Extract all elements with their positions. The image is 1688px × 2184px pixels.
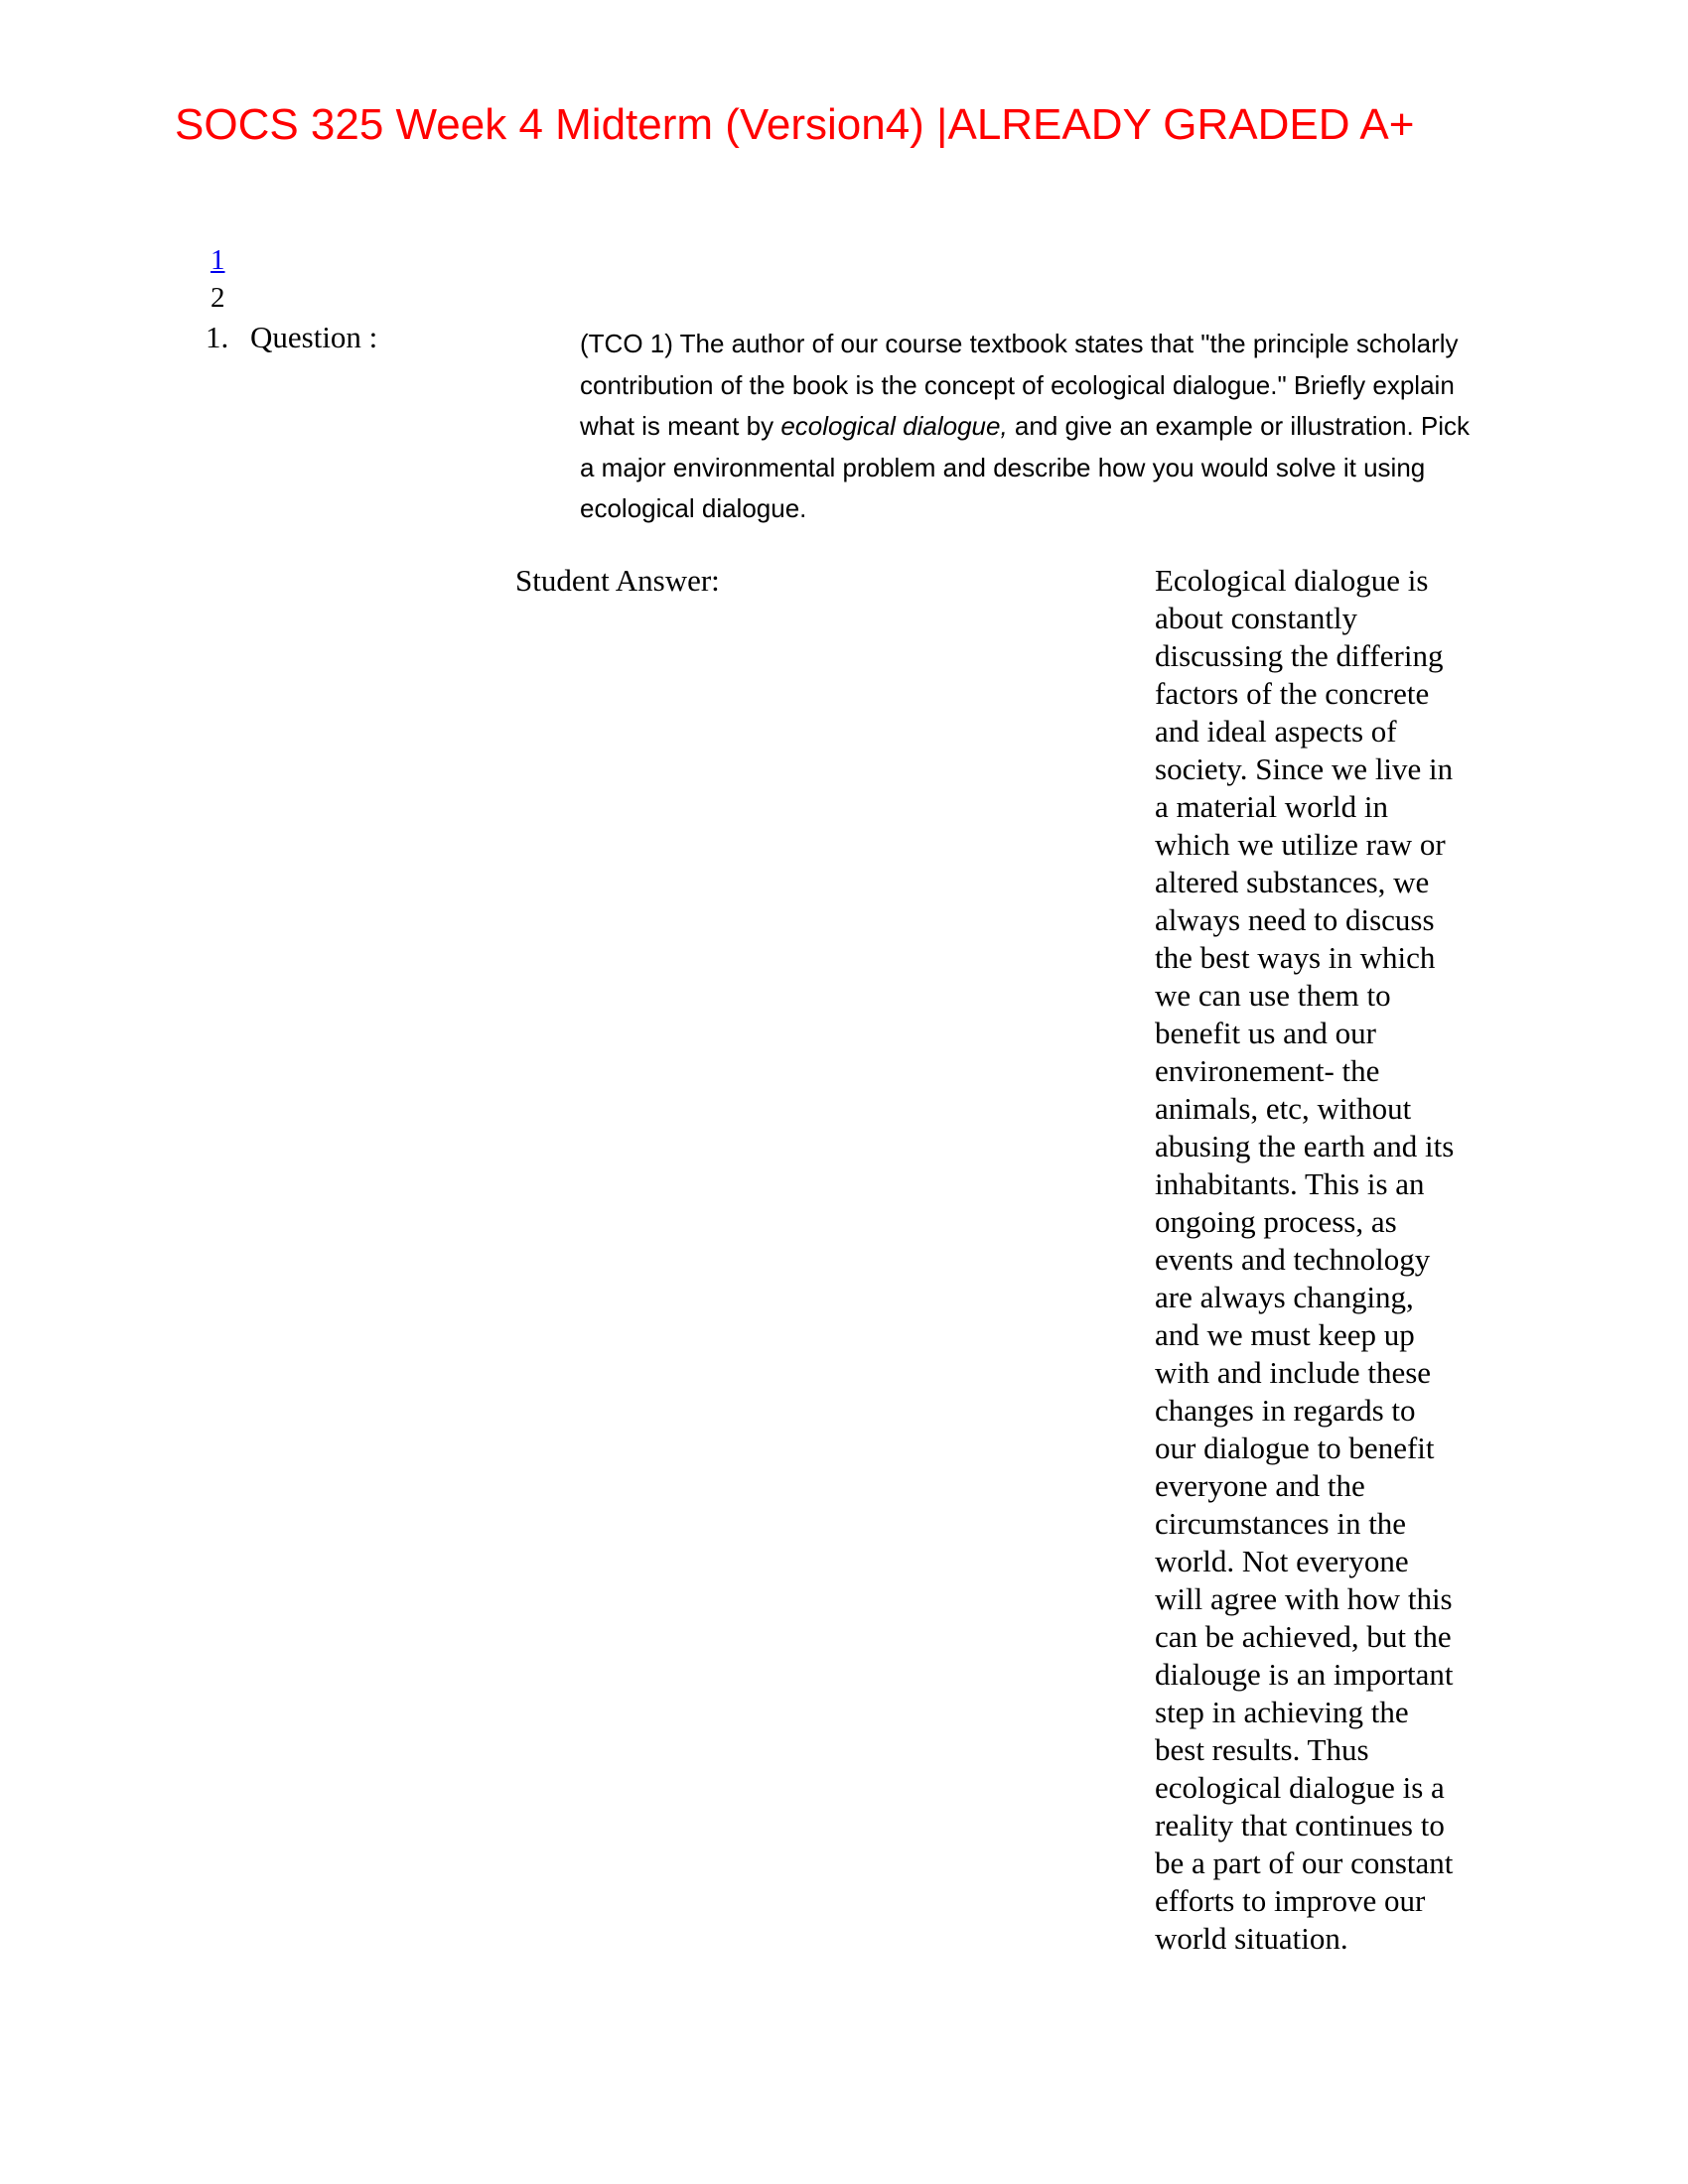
answer-line: a material world in <box>1155 789 1388 824</box>
answer-line: changes in regards to <box>1155 1393 1416 1428</box>
answer-line: and we must keep up <box>1155 1317 1415 1352</box>
answer-line: will agree with how this <box>1155 1581 1453 1616</box>
question-label: Question : <box>250 320 378 354</box>
question-number: 1. <box>206 320 229 354</box>
answer-line: events and technology <box>1155 1242 1431 1277</box>
answer-line: can be achieved, but the <box>1155 1619 1452 1654</box>
answer-line: with and include these <box>1155 1355 1432 1390</box>
answer-line: ecological dialogue is a <box>1155 1770 1445 1805</box>
question-text-italic: ecological dialogue, <box>780 411 1008 441</box>
answer-line: efforts to improve our <box>1155 1883 1426 1918</box>
answer-line: reality that continues to <box>1155 1808 1445 1843</box>
question-text-part2: and give an example or illustration. Pick a major environmental problem and describe how you would solve it using ecological dialogue. <box>580 411 1471 523</box>
answer-line: society. Since we live in <box>1155 751 1454 786</box>
answer-line: animals, etc, without <box>1155 1091 1412 1126</box>
question-text <box>580 324 1474 530</box>
answer-line: Ecological dialogue is <box>1155 563 1429 598</box>
answer-line: step in achieving the <box>1155 1695 1409 1729</box>
answer-line: are always changing, <box>1155 1280 1414 1314</box>
answer-line: benefit us and our <box>1155 1016 1376 1050</box>
answer-line: dialouge is an important <box>1155 1657 1454 1692</box>
answer-line: which we utilize raw or <box>1155 827 1446 862</box>
answer-line: world situation. <box>1155 1921 1348 1956</box>
answer-line: we can use them to <box>1155 978 1391 1013</box>
page-navigation <box>211 241 225 317</box>
answer-line: circumstances in the <box>1155 1506 1407 1541</box>
answer-line: always need to discuss <box>1155 902 1435 937</box>
answer-line: world. Not everyone <box>1155 1544 1409 1578</box>
answer-line: factors of the concrete <box>1155 676 1430 711</box>
answer-line: discussing the differing <box>1155 638 1444 673</box>
current-page-number: 2 <box>211 282 225 314</box>
answer-line: be a part of our constant <box>1155 1845 1454 1880</box>
answer-line: altered substances, we <box>1155 865 1430 899</box>
answer-line: our dialogue to benefit <box>1155 1431 1435 1465</box>
answer-line: abusing the earth and its <box>1155 1129 1455 1163</box>
student-answer-text <box>1155 562 1497 1958</box>
answer-line: about constantly <box>1155 601 1358 635</box>
answer-line: inhabitants. This is an <box>1155 1166 1425 1201</box>
student-answer-label: Student Answer: <box>515 563 720 598</box>
document-title: SOCS 325 Week 4 Midterm (Version4) |ALREADY GRADED A+ <box>175 100 1415 149</box>
answer-line: environement- the <box>1155 1053 1380 1088</box>
answer-line: ongoing process, as <box>1155 1204 1397 1239</box>
answer-line: best results. Thus <box>1155 1732 1369 1767</box>
answer-line: and ideal aspects of <box>1155 714 1397 749</box>
answer-line: everyone and the <box>1155 1468 1365 1503</box>
question-text-part1: (TCO 1) The author of our course textbook states that "the principle scholarly contribution of the book is the concept of ecological dialogue." Briefly explain what is meant by <box>580 329 1459 441</box>
page-link-1[interactable]: 1 <box>211 244 225 276</box>
answer-line: the best ways in which <box>1155 940 1436 975</box>
